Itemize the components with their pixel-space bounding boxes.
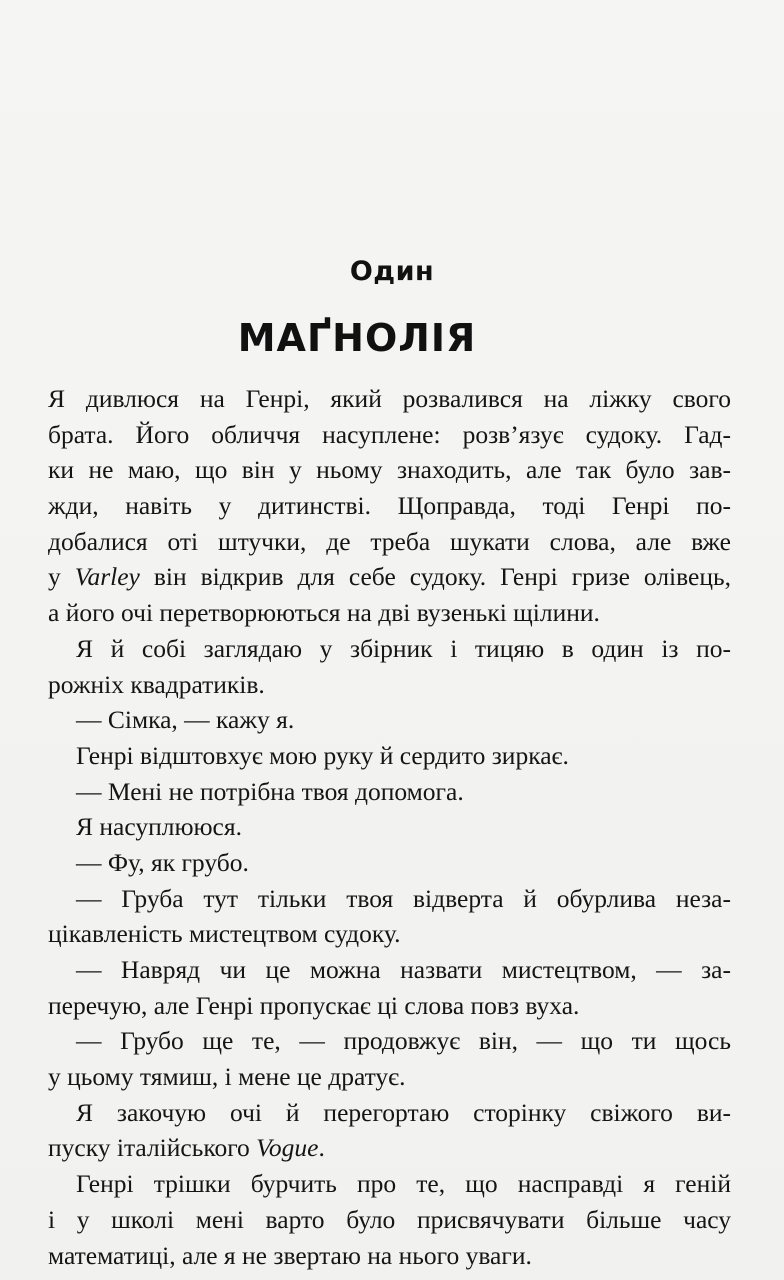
- text-line: а його очі перетворюються на дві вузенькі щілини.: [48, 598, 600, 628]
- text-segment: у: [48, 562, 75, 592]
- text-line: [48, 559, 731, 595]
- text-line: — Фу, як грубо.: [76, 847, 249, 877]
- text-line: рожніх квадратиків.: [48, 669, 265, 699]
- text-segment: пуску італійського: [48, 1133, 257, 1163]
- text-line: Я дивлюся на Генрі, який розвалився на ліжку свого: [48, 384, 731, 413]
- italic-title: Vogue: [256, 1133, 319, 1163]
- text-line: — Навряд чи це можна назвати мистецтвом, — за-: [76, 955, 731, 984]
- text-line: жди, навіть у дитинстві. Щоправда, тоді Генрі по-: [48, 491, 731, 521]
- text-line: [48, 1130, 731, 1166]
- text-line: — Грубо ще те, — продовжує він, — що ти щось: [76, 1026, 731, 1056]
- text-line: перечую, але Генрі пропускає ці слова повз вуха.: [48, 990, 580, 1020]
- text-line: — Сімка, — кажу я.: [76, 705, 295, 735]
- text-line: у цьому тямиш, і мене це дратує.: [48, 1062, 406, 1092]
- text-line: — Мені не потрібна твоя допомога.: [76, 776, 464, 806]
- chapter-body-text: [48, 381, 731, 1273]
- italic-title: Varley: [74, 562, 140, 592]
- text-line: Я й собі заглядаю у збірник і тицяю в один із по-: [76, 633, 731, 663]
- text-line: цікавленість мистецтвом судоку.: [48, 919, 401, 949]
- chapter-number: Один: [349, 256, 435, 287]
- text-line: Я насуплююся.: [76, 812, 242, 842]
- text-line: Я закочую очі й перегортаю сторінку свіжого ви-: [76, 1097, 731, 1127]
- chapter-title: МАҐНОЛІЯ: [237, 316, 477, 360]
- text-line: ки не маю, що він у ньому знаходить, але так було зав-: [48, 455, 731, 485]
- text-line: добалися оті штучки, де треба шукати слова, але вже: [48, 526, 731, 556]
- text-line: — Груба тут тільки твоя відверта й обурлива неза-: [76, 883, 731, 913]
- text-line: математиці, але я не звертаю на нього уваги.: [48, 1240, 532, 1270]
- text-line: брата. Його обличчя насуплене: розв’язує судоку. Гад-: [48, 419, 731, 449]
- text-line: і у школі мені варто було присвячувати більше часу: [48, 1204, 731, 1234]
- text-line: Генрі трішки бурчить про те, що насправді я геній: [76, 1169, 731, 1199]
- text-line: Генрі відштовхує мою руку й сердито зиркає.: [76, 740, 569, 770]
- text-segment: .: [318, 1133, 325, 1163]
- text-segment: він відкрив для себе судоку. Генрі гризе олівець,: [139, 562, 731, 592]
